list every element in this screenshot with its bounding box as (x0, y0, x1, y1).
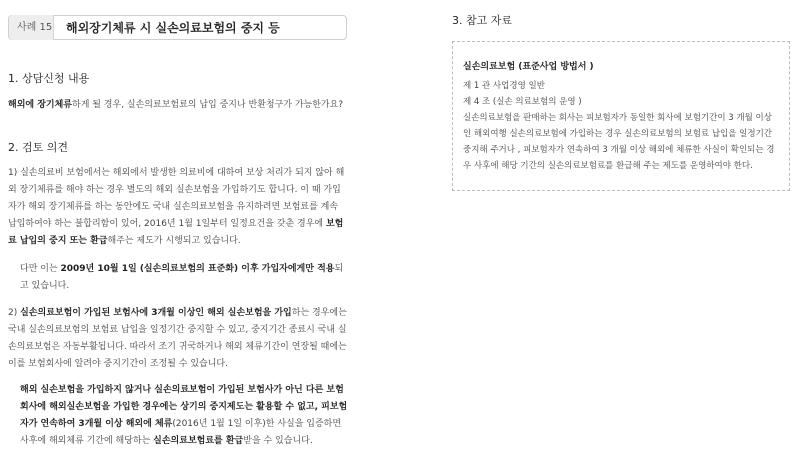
section-2-paragraph-4: 해외 실손보험을 가입하지 않거나 실손의료보험이 가입된 보험사가 아닌 다른 보험회사에 해외실손보험을 가입한 경우에는 상기의 중지제도는 활용할 수 없고, 피보험자가 연속하여 3개월 이상 해외에 체류(2016년 1월 1일 이후)한 사실을 입증하면 사후에 해외체류 기간에 해당하는 실손의료보험료를 환급받을 수 있습니다. (20, 385, 348, 446)
case-title: 해외장기체류 시 실손의료보험의 중지 등 (66, 21, 280, 35)
section-2-paragraph-2: 다만 이는 2009년 10월 1일 (실손의료보험의 표준화) 이후 가입자에게만 적용되고 있습니다. (20, 264, 344, 291)
section-2-heading: 2. 검토 의견 (8, 141, 68, 154)
section-1-heading: 1. 상담신청 내용 (8, 72, 90, 85)
reference-title: 실손의료보험 (표준사업 방법서 ) (463, 62, 594, 72)
reference-line: 제 4 조 (실손 의료보험의 운영 ) (463, 97, 582, 107)
reference-line: 제 1 관 사업경영 일반 (463, 81, 545, 91)
reference-body: 실손의료보험을 판매하는 회사는 피보험자가 동일한 회사에 보험기간이 3 개월 이상인 해외여행 실손의료보험에 가입하는 경우 실손의료보험의 보험료 납입을 일정기간 중지해 주거나 , 피보험자가 연속하여 3 개월 이상 해외에 체류한 사실이 확인되는 경우 사후에 해당 기간의 실손의료보험료를 환급해 주는 제도를 운영하여야 한다. (463, 113, 775, 171)
section-2-paragraph-3: 2) 실손의료보험이 가입된 보험사에 3개월 이상인 해외 실손보험을 가입하는 경우에는 국내 실손의료보험의 보험료 납입을 일정기간 중지할 수 있고, 중지기간 종료시 국내 실손의료보험은 자동부활됩니다. 따라서 조기 귀국하거나 해외 체류기간이 연장될 때에는 이를 보험회사에 알려야 중지기간이 조정될 수 있습니다. (8, 308, 347, 369)
section-2-paragraph-1: 1) 실손의료비 보험에서는 해외에서 발생한 의료비에 대하여 보상 처리가 되지 않아 해외 장기체류를 해야 하는 경우 별도의 해외 실손보험을 가입하기도 합니다. 이 때 가입자가 해외 장기체류를 하는 동안에도 국내 실손의료보험을 유지하려면 보험료를 계속 납입하여야 하는 불합리함이 있어, 2016년 1월 1일부터 일정요건을 갖춘 경우에 보험료 납입의 중지 또는 환급해주는 제도가 시행되고 있습니다. (8, 168, 345, 246)
section-3-heading: 3. 참고 자료 (452, 14, 512, 27)
case-number-badge: 사례 15 (9, 15, 54, 40)
case-header (8, 15, 347, 40)
section-1-text: 해외에 장기체류하게 될 경우, 실손의료보험료의 납입 중지나 반환청구가 가능한가요? (8, 100, 344, 110)
reference-box (452, 41, 790, 191)
